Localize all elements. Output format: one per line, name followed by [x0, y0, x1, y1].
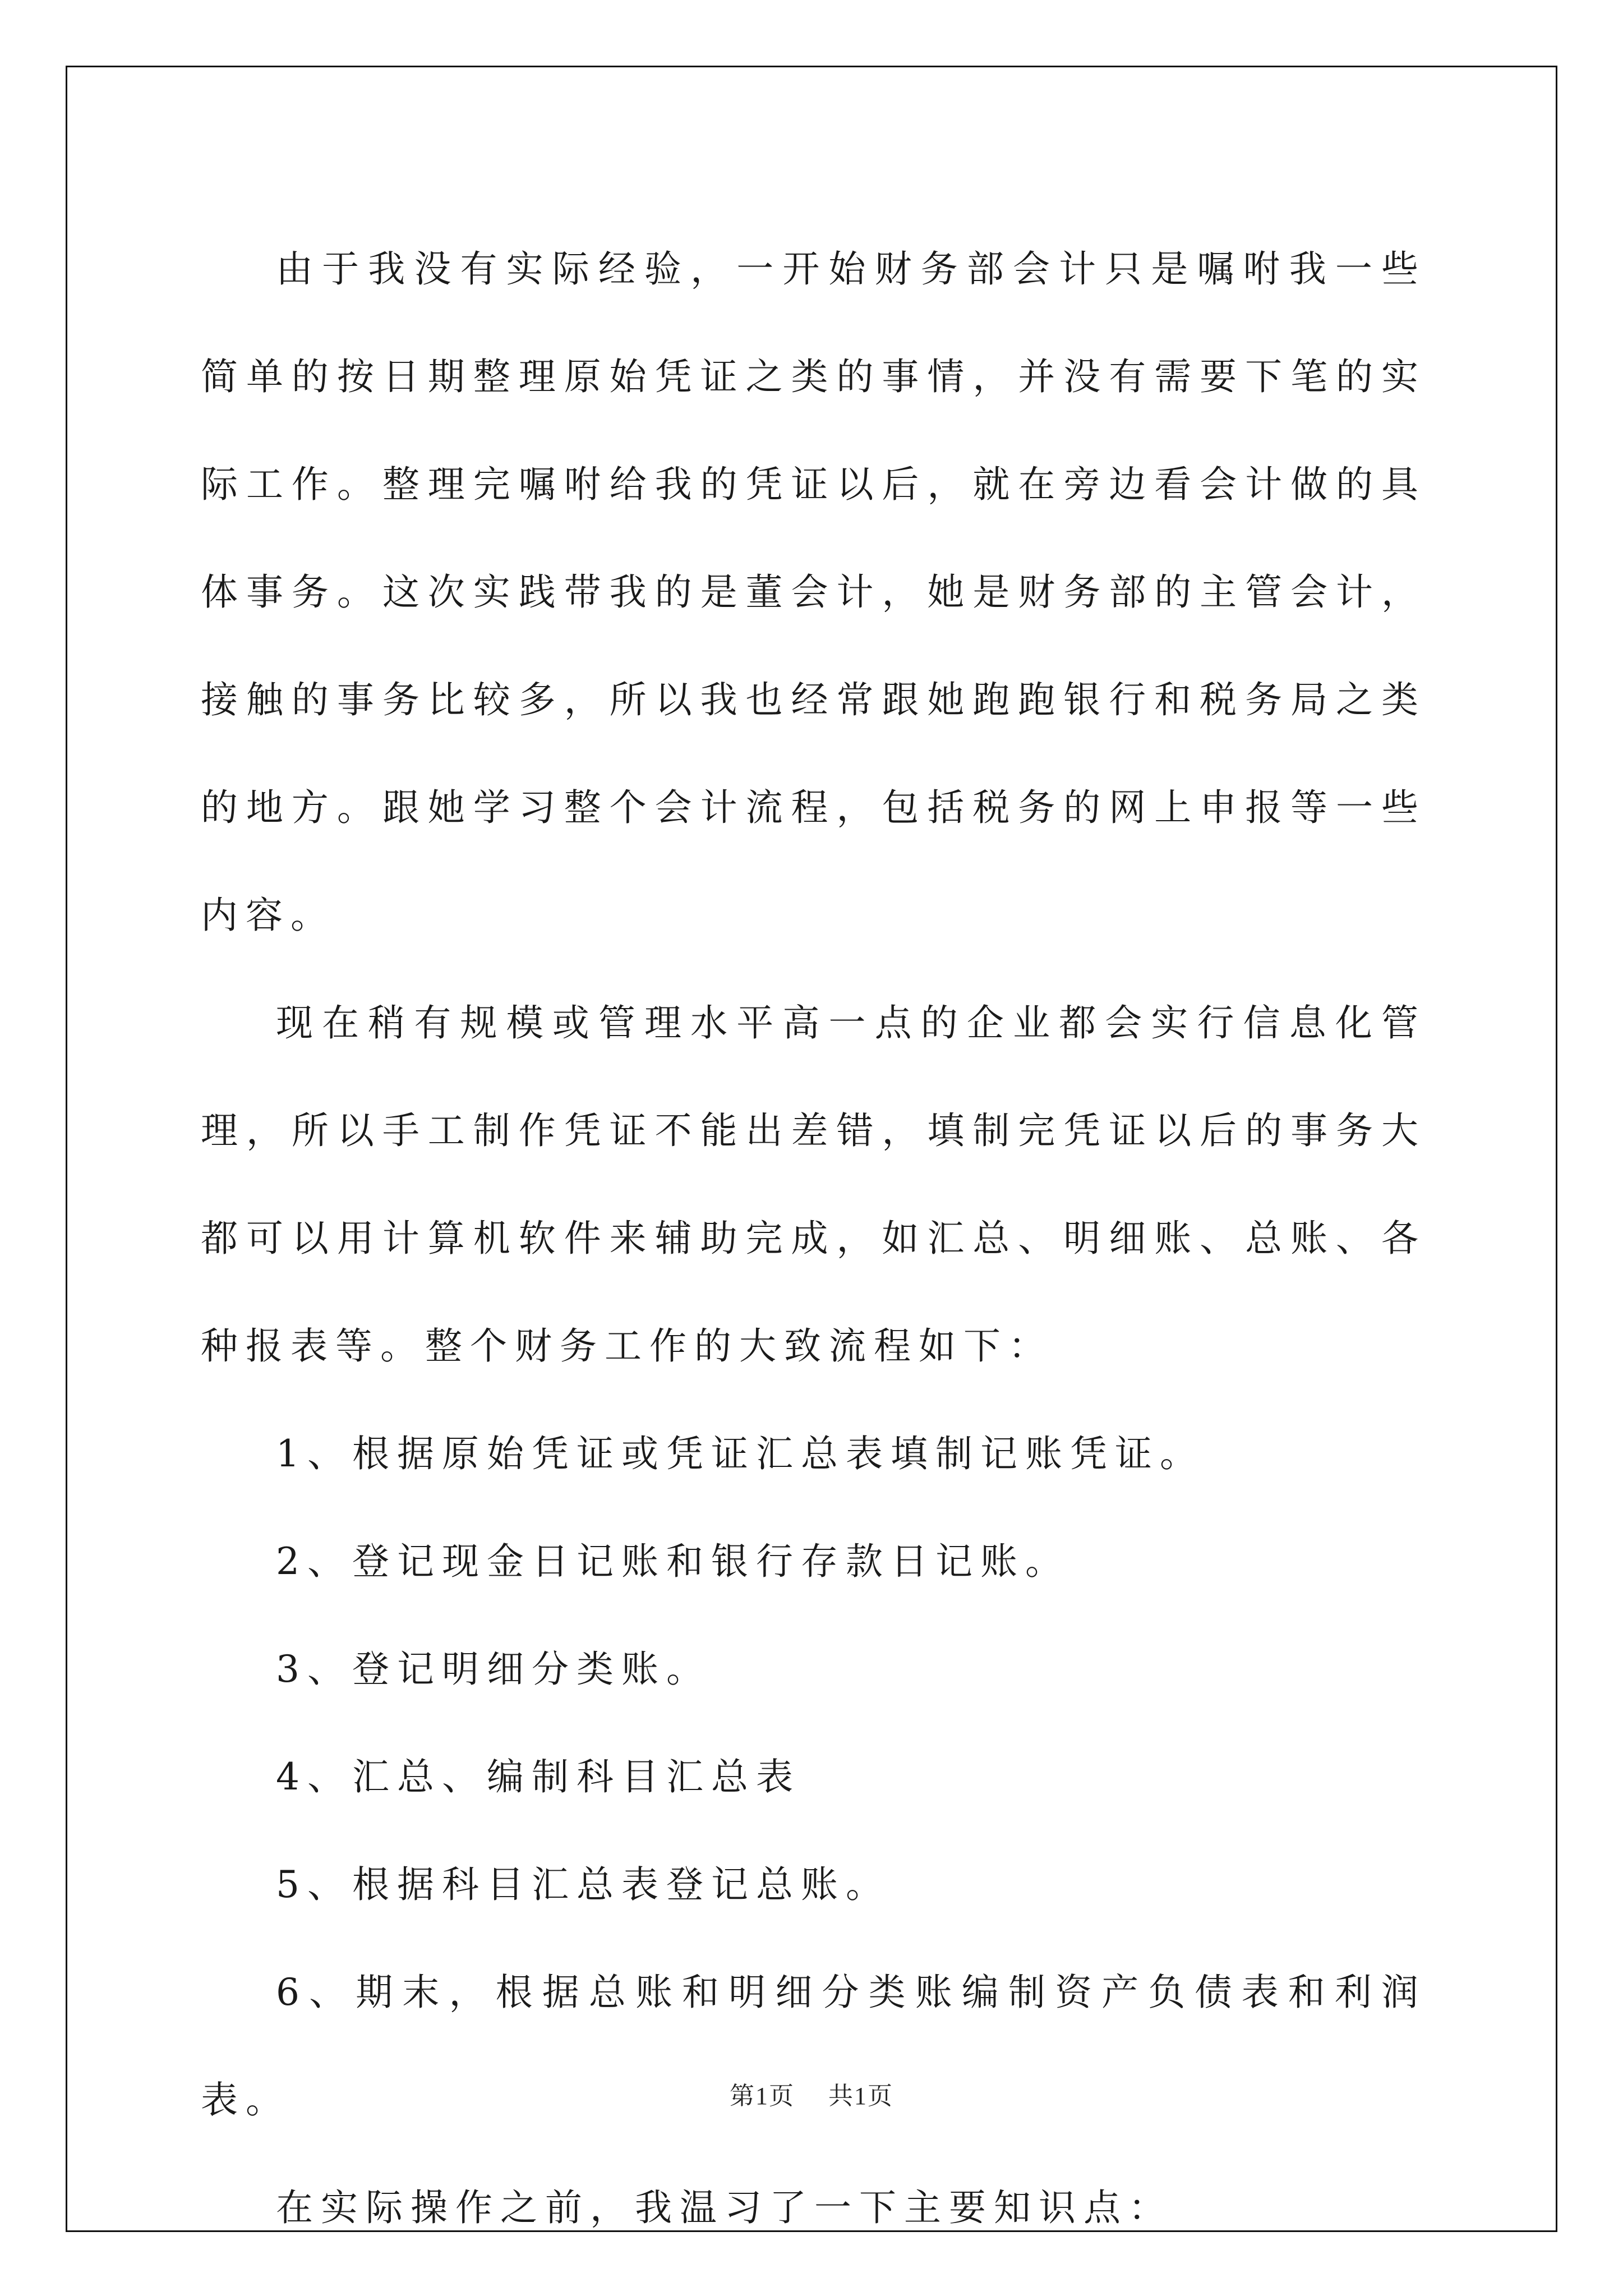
paragraph-intro: 由于我没有实际经验，一开始财务部会计只是嘱咐我一些简单的按日期整理原始凭证之类的事情，并没有需要下笔的实际工作。整理完嘱咐给我的凭证以后，就在旁边看会计做的具体事务。这次实践带我的是董会计，她是财务部的主管会计，接触的事务比较多，所以我也经常跟她跑跑银行和税务局之类的地方。跟她学习整个会计流程，包括税务的网上申报等一些内容。 — [201, 247, 1426, 937]
page-total: 共1页 — [828, 2082, 893, 2110]
list-item: 6、期末，根据总账和明细分类账编制资产负债表和利润表。 — [201, 1971, 1426, 2122]
list-item: 4、汇总、编制科目汇总表 — [276, 1755, 801, 1798]
list-item: 1、根据原始凭证或凭证汇总表填制记账凭证。 — [276, 1432, 1205, 1475]
paragraph-process: 现在稍有规模或管理水平高一点的企业都会实行信息化管理，所以手工制作凭证不能出差错，填制完凭证以后的事务大都可以用计算机软件来辅助完成，如汇总、明细账、总账、各种报表等。整个财务工作的大致流程如下： — [201, 1001, 1426, 1368]
list-item: 2、登记现金日记账和银行存款日记账。 — [276, 1540, 1070, 1583]
page-footer — [0, 2076, 1623, 2111]
paragraph-review: 在实际操作之前，我温习了一下主要知识点： — [276, 2186, 1173, 2229]
document-body — [201, 215, 1426, 2262]
list-item: 5、根据科目汇总表登记总账。 — [276, 1863, 891, 1906]
list-item: 3、登记明细分类账。 — [276, 1648, 711, 1691]
page-number: 第1页 — [730, 2082, 795, 2110]
